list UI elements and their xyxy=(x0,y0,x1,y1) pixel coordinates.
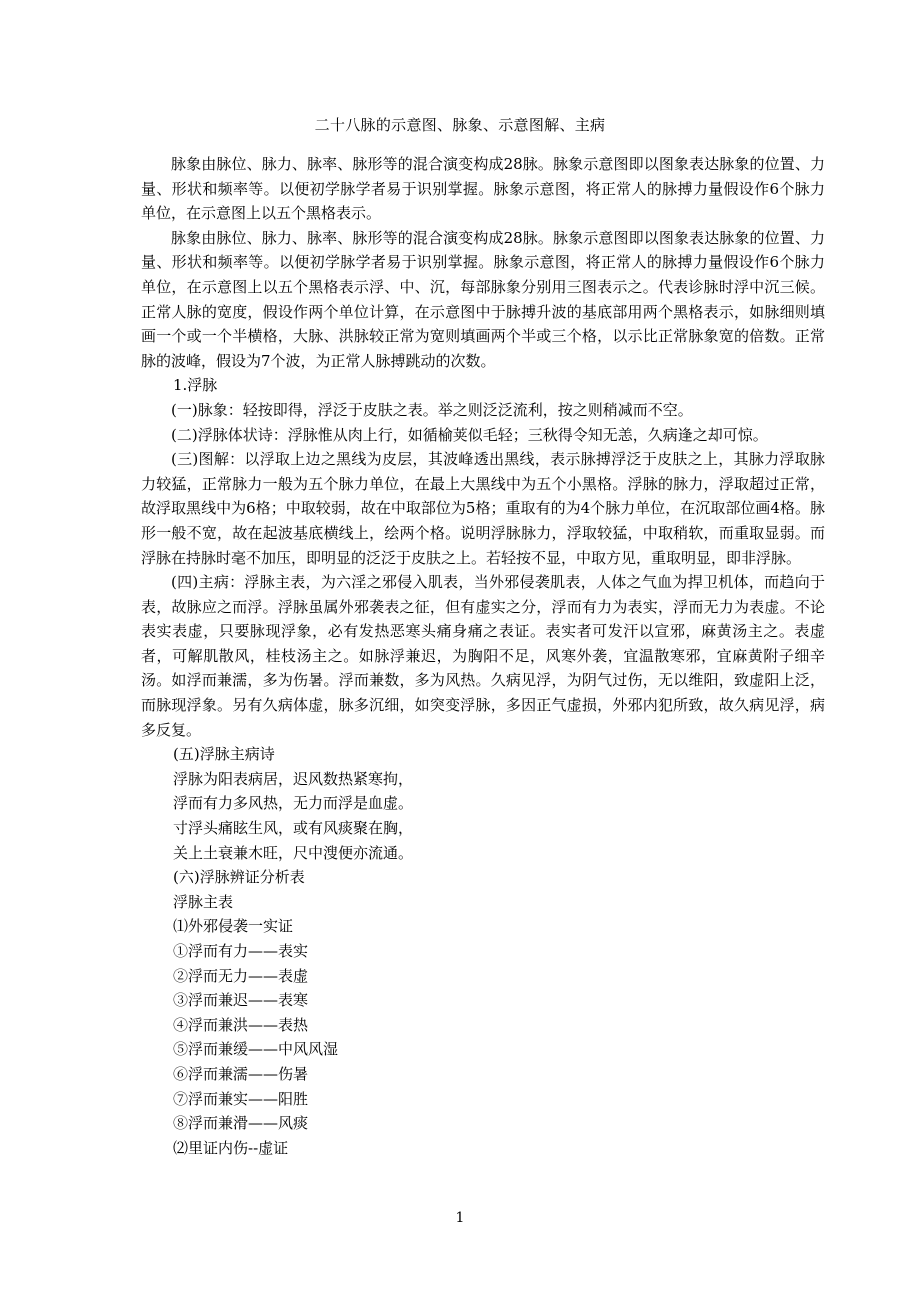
analysis-item-2: ②浮而无力——表虚 xyxy=(173,966,309,985)
analysis-item-8: ⑧浮而兼滑——风痰 xyxy=(173,1114,309,1133)
analysis-item-4: ④浮而兼洪——表热 xyxy=(173,1015,309,1034)
analysis-main-category: 浮脉主表 xyxy=(173,892,234,911)
analysis-table-heading: (六)浮脉辨证分析表 xyxy=(173,868,305,887)
poem-line-2: 浮而有力多风热，无力而浮是血虚。 xyxy=(173,794,414,813)
poem-line-4: 关上土衰兼木旺，尺中溲便亦流通。 xyxy=(173,843,414,862)
analysis-item-1: ①浮而有力——表实 xyxy=(173,942,309,960)
poem-line-3: 寸浮头痛眩生风，或有风痰聚在胸， xyxy=(173,819,414,838)
analysis-subcategory-1: ⑴外邪侵袭一实证 xyxy=(173,917,294,936)
analysis-item-3: ③浮而兼迟——表寒 xyxy=(173,991,309,1010)
section-pulse-image: (一)脉象：轻按即得，浮泛于皮肤之表。举之则泛泛流利，按之则稍减而不空。 xyxy=(171,400,693,419)
document-title: 二十八脉的示意图、脉象、示意图解、主病 xyxy=(314,116,606,134)
analysis-item-6: ⑥浮而兼濡——伤暑 xyxy=(173,1064,309,1083)
analysis-item-7: ⑦浮而兼实——阳胜 xyxy=(173,1089,309,1108)
intro-paragraph-1: 脉象由脉位、脉力、脉率、脉形等的混合演变构成28脉。脉象示意图即以图象表达脉象的位置、力量、形状和频率等。以便初学脉学者易于识别掌握。脉象示意图，将正常人的脉搏力量假设作6个脉力单位，在示意图上以五个黑格表示。 xyxy=(141,155,825,223)
section-main-diseases: (四)主病：浮脉主表，为六淫之邪侵入肌表，当外邪侵袭肌表，人体之气血为捍卫机体，而趋向于表，故脉应之而浮。浮脉虽属外邪袭表之征，但有虚实之分，浮而有力为表实，浮而无力为表虚。不论表实表虚，只要脉现浮象，必有发热恶寒头痛身痛之表证。表实者可发汗以宣邪，麻黄汤主之。表虚者，可解肌散风，桂枝汤主之。如脉浮兼迟，为胸阳不足，风寒外袭，宜温散寒邪，宜麻黄附子细辛汤。如浮而兼濡，多为伤暑。浮而兼数，多为风热。久病见浮，为阴气过伤，无以维阳，致虚阳上泛，而脉现浮象。另有久病体虚，脉多沉细，如突变浮脉，多因正气虚损，外邪内犯所致，故久病见浮，病多反复。 xyxy=(141,573,825,739)
analysis-item-5: ⑤浮而兼缓——中风风湿 xyxy=(173,1040,339,1059)
section-pulse-poem: (二)浮脉体状诗：浮脉惟从肉上行，如循榆荚似毛轻；三秋得令知无恙，久病逢之却可惊。 xyxy=(171,425,768,444)
document-body xyxy=(141,152,825,1160)
section-heading-floating-pulse: 1.浮脉 xyxy=(173,376,218,395)
intro-paragraph-2: 脉象由脉位、脉力、脉率、脉形等的混合演变构成28脉。脉象示意图即以图象表达脉象的位置、力量、形状和频率等。以便初学脉学者易于识别掌握。脉象示意图，将正常人的脉搏力量假设作6个脉力单位，在示意图上以五个黑格表示浮、中、沉，每部脉象分别用三图表示之。代表诊脉时浮中沉三候。正常人脉的宽度，假设作两个单位计算，在示意图中于脉搏升波的基底部用两个黑格表示，如脉细则填画一个或一个半横格，大脉、洪脉较正常为宽则填画两个半或三个格，以示比正常脉象宽的倍数。正常脉的波峰，假设为7个波，为正常人脉搏跳动的次数。 xyxy=(141,228,825,370)
page-number: 1 xyxy=(455,1210,465,1226)
section-diagram-explanation: (三)图解：以浮取上边之黑线为皮层，其波峰透出黑线，表示脉搏浮泛于皮肤之上，其脉力浮取脉力较猛，正常脉力一般为五个脉力单位，在最上大黑线中为五个小黑格。浮脉的脉力，浮取超过正常，故浮取黑线中为6格；中取较弱，故在中取部位为5格；重取有的为4个脉力单位，在沉取部位画4格。脉形一般不宽，故在起波基底横线上，绘两个格。说明浮脉脉力，浮取较猛，中取稍软，而重取显弱。而浮脉在持脉时毫不加压，即明显的泛泛于皮肤之上。若轻按不显，中取方见，重取明显，即非浮脉。 xyxy=(141,450,825,567)
poem-heading: (五)浮脉主病诗 xyxy=(173,745,275,764)
poem-line-1: 浮脉为阳表病居，迟风数热紧寒拘， xyxy=(173,769,414,788)
analysis-subcategory-2: ⑵里证内伤--虚证 xyxy=(173,1138,289,1157)
